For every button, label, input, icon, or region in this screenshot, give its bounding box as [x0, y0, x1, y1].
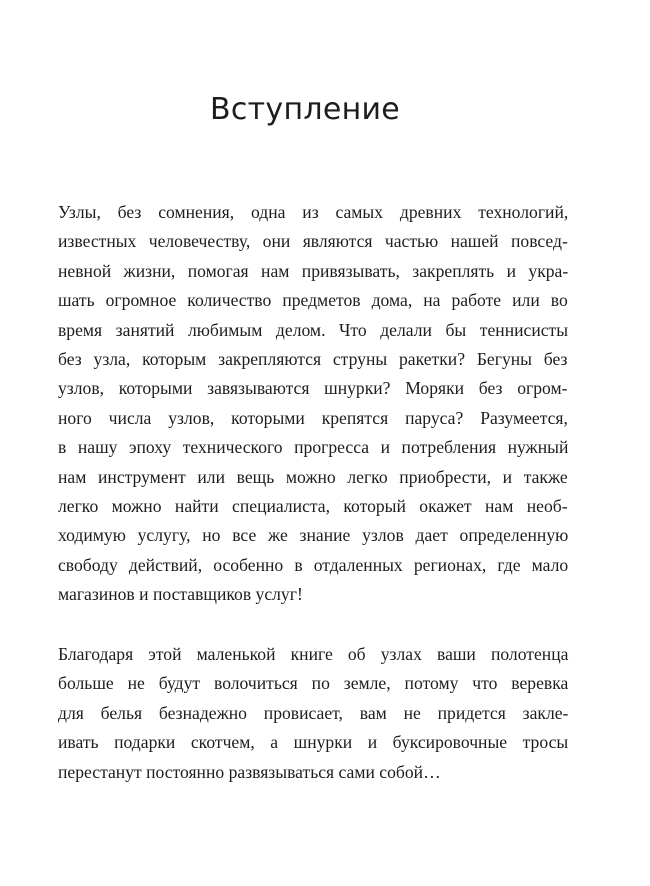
text-line: узлов, которыми завязываются шнурки? Моряки без огром-	[58, 378, 568, 399]
chapter-title: Вступление	[209, 92, 401, 127]
text-line: больше не будут волочиться по земле, потому что веревка	[58, 673, 569, 694]
text-line: нам инструмент или вещь можно легко приобрести, и также	[58, 466, 568, 487]
text-line: свободу действий, особенно в отдаленных регионах, где мало	[58, 554, 569, 575]
text-line: Благодаря этой маленькой книге об узлах ваши полотенца	[58, 644, 569, 664]
text-line: магазинов и поставщиков услуг!	[58, 584, 303, 605]
text-line: Узлы, без сомнения, одна из самых древних технологий,	[58, 202, 569, 222]
text-line: ного числа узлов, которыми крепятся паруса? Разумеется,	[58, 407, 568, 428]
text-line: шать огромное количество предметов дома, на работе или во	[58, 290, 568, 311]
text-line: для белья безнадежно провисает, вам не придется закле-	[58, 702, 569, 723]
paragraph-1	[58, 198, 568, 610]
text-line: невной жизни, помогая нам привязывать, закреплять и укра-	[58, 260, 569, 281]
text-line: ходимую услугу, но все же знание узлов дает определенную	[58, 525, 569, 546]
text-line: известных человечеству, они являются частью нашей повсед-	[58, 231, 568, 252]
paragraph-2	[58, 640, 568, 787]
text-line: легко можно найти специалиста, который окажет нам необ-	[58, 496, 568, 517]
text-line: время занятий любимым делом. Что делали бы теннисисты	[58, 319, 569, 340]
text-line: без узла, которым закрепляются струны ракетки? Бегуны без	[58, 349, 568, 370]
text-line: в нашу эпоху технического прогресса и потребления нужный	[58, 437, 569, 458]
text-line: перестанут постоянно развязываться сами собой…	[58, 761, 441, 782]
text-line: ивать подарки скотчем, а шнурки и буксировочные тросы	[58, 732, 569, 753]
